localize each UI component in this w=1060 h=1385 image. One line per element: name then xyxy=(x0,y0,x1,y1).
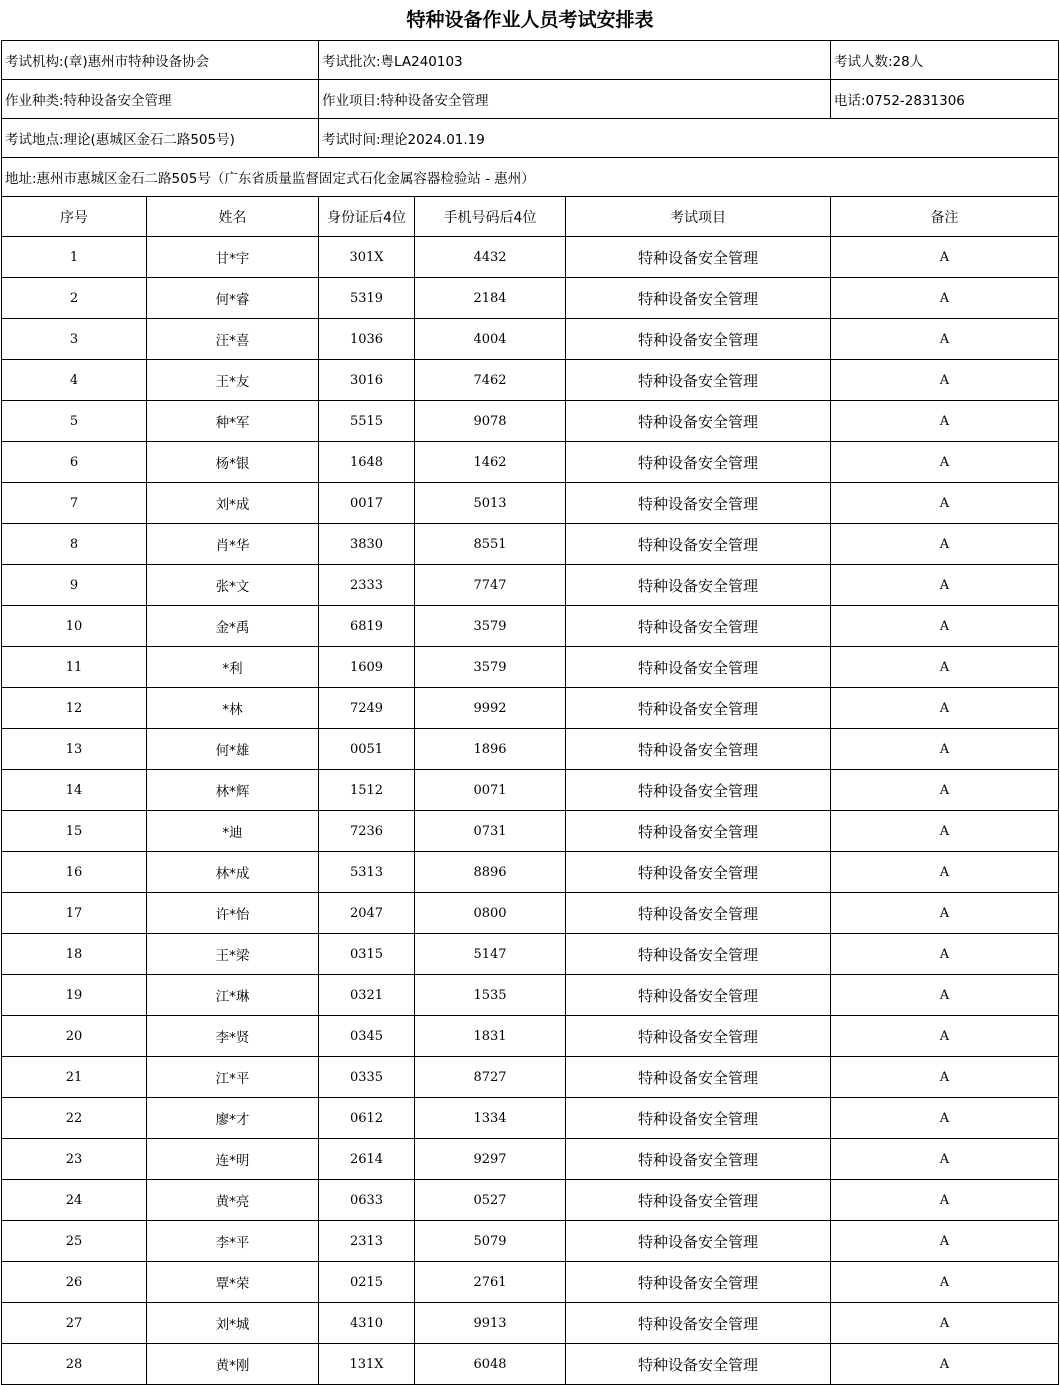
cell-seq: 4 xyxy=(2,360,147,401)
cell-exam: 特种设备安全管理 xyxy=(566,1344,831,1385)
cell-seq: 1 xyxy=(2,237,147,278)
cell-name: 王*友 xyxy=(147,360,319,401)
cell-note: A xyxy=(831,1098,1059,1139)
cell-phone4: 4004 xyxy=(415,319,566,360)
cell-id4: 6819 xyxy=(319,606,415,647)
cell-exam: 特种设备安全管理 xyxy=(566,524,831,565)
cell-name: 杨*银 xyxy=(147,442,319,483)
cell-seq: 9 xyxy=(2,565,147,606)
cell-name: 肖*华 xyxy=(147,524,319,565)
cell-id4: 0612 xyxy=(319,1098,415,1139)
cell-seq: 22 xyxy=(2,1098,147,1139)
table-row xyxy=(2,975,1059,1016)
table-row xyxy=(2,1139,1059,1180)
cell-name: 江*琳 xyxy=(147,975,319,1016)
table-row xyxy=(2,319,1059,360)
cell-seq: 25 xyxy=(2,1221,147,1262)
table-row xyxy=(2,278,1059,319)
cell-seq: 20 xyxy=(2,1016,147,1057)
cell-id4: 0051 xyxy=(319,729,415,770)
cell-note: A xyxy=(831,606,1059,647)
cell-id4: 1648 xyxy=(319,442,415,483)
cell-id4: 5319 xyxy=(319,278,415,319)
cell-id4: 3016 xyxy=(319,360,415,401)
cell-name: 许*怡 xyxy=(147,893,319,934)
cell-phone4: 9297 xyxy=(415,1139,566,1180)
table-row xyxy=(2,1303,1059,1344)
cell-name: 林*辉 xyxy=(147,770,319,811)
cell-id4: 0321 xyxy=(319,975,415,1016)
cell-phone4: 3579 xyxy=(415,606,566,647)
cell-id4: 1036 xyxy=(319,319,415,360)
exam-count: 考试人数:28人 xyxy=(831,41,1059,80)
contact-phone: 电话:0752-2831306 xyxy=(831,80,1059,119)
cell-exam: 特种设备安全管理 xyxy=(566,1057,831,1098)
cell-seq: 7 xyxy=(2,483,147,524)
table-row xyxy=(2,770,1059,811)
exam-location: 考试地点:理论(惠城区金石二路505号) xyxy=(2,119,319,158)
cell-id4: 4310 xyxy=(319,1303,415,1344)
cell-seq: 27 xyxy=(2,1303,147,1344)
cell-id4: 7236 xyxy=(319,811,415,852)
cell-name: 汪*喜 xyxy=(147,319,319,360)
cell-exam: 特种设备安全管理 xyxy=(566,1262,831,1303)
cell-note: A xyxy=(831,442,1059,483)
cell-name: 江*平 xyxy=(147,1057,319,1098)
cell-exam: 特种设备安全管理 xyxy=(566,1303,831,1344)
cell-phone4: 5079 xyxy=(415,1221,566,1262)
cell-exam: 特种设备安全管理 xyxy=(566,483,831,524)
cell-phone4: 8551 xyxy=(415,524,566,565)
table-row xyxy=(2,1262,1059,1303)
cell-seq: 15 xyxy=(2,811,147,852)
table-row xyxy=(2,237,1059,278)
cell-name: 黄*亮 xyxy=(147,1180,319,1221)
cell-phone4: 9992 xyxy=(415,688,566,729)
cell-id4: 2313 xyxy=(319,1221,415,1262)
cell-name: 金*禹 xyxy=(147,606,319,647)
cell-phone4: 5147 xyxy=(415,934,566,975)
cell-phone4: 3579 xyxy=(415,647,566,688)
cell-id4: 0315 xyxy=(319,934,415,975)
header-seq: 序号 xyxy=(2,197,147,237)
cell-phone4: 1831 xyxy=(415,1016,566,1057)
cell-phone4: 7462 xyxy=(415,360,566,401)
cell-phone4: 9078 xyxy=(415,401,566,442)
cell-phone4: 0071 xyxy=(415,770,566,811)
info-row-2 xyxy=(2,80,1059,119)
table-row xyxy=(2,483,1059,524)
table-row xyxy=(2,442,1059,483)
cell-note: A xyxy=(831,1016,1059,1057)
table-row xyxy=(2,1221,1059,1262)
cell-phone4: 0800 xyxy=(415,893,566,934)
cell-name: 种*军 xyxy=(147,401,319,442)
cell-note: A xyxy=(831,1180,1059,1221)
cell-name: 连*明 xyxy=(147,1139,319,1180)
page-title: 特种设备作业人员考试安排表 xyxy=(406,9,654,31)
cell-seq: 6 xyxy=(2,442,147,483)
cell-exam: 特种设备安全管理 xyxy=(566,278,831,319)
cell-exam: 特种设备安全管理 xyxy=(566,1221,831,1262)
cell-exam: 特种设备安全管理 xyxy=(566,811,831,852)
table-row xyxy=(2,401,1059,442)
cell-seq: 3 xyxy=(2,319,147,360)
exam-org: 考试机构:(章)惠州市特种设备协会 xyxy=(2,41,319,80)
table-row xyxy=(2,524,1059,565)
cell-id4: 2614 xyxy=(319,1139,415,1180)
cell-seq: 21 xyxy=(2,1057,147,1098)
table-row xyxy=(2,934,1059,975)
exam-schedule-table xyxy=(1,40,1059,1385)
table-row xyxy=(2,1057,1059,1098)
cell-note: A xyxy=(831,1262,1059,1303)
cell-phone4: 1896 xyxy=(415,729,566,770)
cell-id4: 2333 xyxy=(319,565,415,606)
cell-seq: 8 xyxy=(2,524,147,565)
cell-name: 李*贤 xyxy=(147,1016,319,1057)
header-id4: 身份证后4位 xyxy=(319,197,415,237)
info-row-3 xyxy=(2,119,1059,158)
cell-exam: 特种设备安全管理 xyxy=(566,893,831,934)
cell-seq: 11 xyxy=(2,647,147,688)
cell-exam: 特种设备安全管理 xyxy=(566,360,831,401)
cell-id4: 131X xyxy=(319,1344,415,1385)
cell-name: 何*睿 xyxy=(147,278,319,319)
cell-exam: 特种设备安全管理 xyxy=(566,565,831,606)
cell-name: *迪 xyxy=(147,811,319,852)
cell-note: A xyxy=(831,1344,1059,1385)
table-row xyxy=(2,688,1059,729)
cell-id4: 1512 xyxy=(319,770,415,811)
cell-exam: 特种设备安全管理 xyxy=(566,1016,831,1057)
cell-seq: 24 xyxy=(2,1180,147,1221)
cell-exam: 特种设备安全管理 xyxy=(566,852,831,893)
cell-name: 黄*刚 xyxy=(147,1344,319,1385)
exam-address: 地址:惠州市惠城区金石二路505号（广东省质量监督固定式石化金属容器检验站 - 惠州） xyxy=(2,158,1059,197)
cell-phone4: 8727 xyxy=(415,1057,566,1098)
table-row xyxy=(2,1016,1059,1057)
info-row-4 xyxy=(2,158,1059,197)
cell-phone4: 7747 xyxy=(415,565,566,606)
cell-seq: 23 xyxy=(2,1139,147,1180)
cell-exam: 特种设备安全管理 xyxy=(566,1139,831,1180)
cell-name: *利 xyxy=(147,647,319,688)
cell-exam: 特种设备安全管理 xyxy=(566,237,831,278)
cell-seq: 17 xyxy=(2,893,147,934)
exam-time: 考试时间:理论2024.01.19 xyxy=(319,119,1059,158)
cell-id4: 0215 xyxy=(319,1262,415,1303)
cell-seq: 12 xyxy=(2,688,147,729)
cell-seq: 14 xyxy=(2,770,147,811)
cell-name: *林 xyxy=(147,688,319,729)
table-row xyxy=(2,360,1059,401)
table-row xyxy=(2,1180,1059,1221)
cell-seq: 13 xyxy=(2,729,147,770)
header-name: 姓名 xyxy=(147,197,319,237)
cell-id4: 0345 xyxy=(319,1016,415,1057)
cell-exam: 特种设备安全管理 xyxy=(566,442,831,483)
cell-note: A xyxy=(831,319,1059,360)
cell-exam: 特种设备安全管理 xyxy=(566,647,831,688)
table-row xyxy=(2,565,1059,606)
cell-name: 刘*成 xyxy=(147,483,319,524)
cell-exam: 特种设备安全管理 xyxy=(566,606,831,647)
table-row xyxy=(2,1344,1059,1385)
cell-phone4: 1462 xyxy=(415,442,566,483)
info-row-1 xyxy=(2,41,1059,80)
exam-batch: 考试批次:粤LA240103 xyxy=(319,41,831,80)
table-row xyxy=(2,647,1059,688)
cell-id4: 5313 xyxy=(319,852,415,893)
cell-exam: 特种设备安全管理 xyxy=(566,975,831,1016)
cell-name: 甘*宇 xyxy=(147,237,319,278)
cell-exam: 特种设备安全管理 xyxy=(566,934,831,975)
table-row xyxy=(2,729,1059,770)
cell-exam: 特种设备安全管理 xyxy=(566,770,831,811)
cell-id4: 301X xyxy=(319,237,415,278)
work-category: 作业种类:特种设备安全管理 xyxy=(2,80,319,119)
cell-name: 李*平 xyxy=(147,1221,319,1262)
cell-id4: 0633 xyxy=(319,1180,415,1221)
cell-phone4: 0731 xyxy=(415,811,566,852)
cell-note: A xyxy=(831,975,1059,1016)
cell-phone4: 2184 xyxy=(415,278,566,319)
table-row xyxy=(2,1098,1059,1139)
cell-id4: 0335 xyxy=(319,1057,415,1098)
table-row xyxy=(2,893,1059,934)
cell-phone4: 4432 xyxy=(415,237,566,278)
cell-id4: 0017 xyxy=(319,483,415,524)
cell-exam: 特种设备安全管理 xyxy=(566,401,831,442)
header-phone4: 手机号码后4位 xyxy=(415,197,566,237)
cell-exam: 特种设备安全管理 xyxy=(566,688,831,729)
cell-note: A xyxy=(831,483,1059,524)
cell-seq: 19 xyxy=(2,975,147,1016)
table-row xyxy=(2,852,1059,893)
cell-seq: 28 xyxy=(2,1344,147,1385)
cell-note: A xyxy=(831,401,1059,442)
table-row xyxy=(2,606,1059,647)
cell-note: A xyxy=(831,729,1059,770)
cell-exam: 特种设备安全管理 xyxy=(566,319,831,360)
cell-name: 林*成 xyxy=(147,852,319,893)
cell-id4: 7249 xyxy=(319,688,415,729)
cell-name: 张*文 xyxy=(147,565,319,606)
table-row xyxy=(2,811,1059,852)
cell-name: 何*雄 xyxy=(147,729,319,770)
cell-note: A xyxy=(831,852,1059,893)
cell-note: A xyxy=(831,524,1059,565)
cell-exam: 特种设备安全管理 xyxy=(566,1098,831,1139)
cell-id4: 1609 xyxy=(319,647,415,688)
cell-phone4: 1535 xyxy=(415,975,566,1016)
column-header-row xyxy=(2,197,1059,237)
cell-note: A xyxy=(831,1057,1059,1098)
cell-note: A xyxy=(831,893,1059,934)
cell-phone4: 5013 xyxy=(415,483,566,524)
cell-note: A xyxy=(831,1221,1059,1262)
cell-seq: 16 xyxy=(2,852,147,893)
cell-note: A xyxy=(831,565,1059,606)
cell-seq: 5 xyxy=(2,401,147,442)
header-exam: 考试项目 xyxy=(566,197,831,237)
cell-seq: 10 xyxy=(2,606,147,647)
cell-exam: 特种设备安全管理 xyxy=(566,1180,831,1221)
cell-note: A xyxy=(831,811,1059,852)
cell-phone4: 1334 xyxy=(415,1098,566,1139)
cell-note: A xyxy=(831,278,1059,319)
cell-note: A xyxy=(831,1139,1059,1180)
cell-phone4: 8896 xyxy=(415,852,566,893)
cell-name: 覃*荣 xyxy=(147,1262,319,1303)
cell-note: A xyxy=(831,647,1059,688)
cell-id4: 5515 xyxy=(319,401,415,442)
cell-id4: 2047 xyxy=(319,893,415,934)
cell-phone4: 0527 xyxy=(415,1180,566,1221)
cell-phone4: 2761 xyxy=(415,1262,566,1303)
cell-id4: 3830 xyxy=(319,524,415,565)
cell-seq: 2 xyxy=(2,278,147,319)
cell-name: 王*梁 xyxy=(147,934,319,975)
cell-note: A xyxy=(831,688,1059,729)
cell-phone4: 9913 xyxy=(415,1303,566,1344)
cell-note: A xyxy=(831,934,1059,975)
cell-note: A xyxy=(831,770,1059,811)
cell-note: A xyxy=(831,360,1059,401)
header-note: 备注 xyxy=(831,197,1059,237)
cell-phone4: 6048 xyxy=(415,1344,566,1385)
cell-exam: 特种设备安全管理 xyxy=(566,729,831,770)
cell-name: 刘*城 xyxy=(147,1303,319,1344)
cell-note: A xyxy=(831,237,1059,278)
cell-name: 廖*才 xyxy=(147,1098,319,1139)
cell-seq: 26 xyxy=(2,1262,147,1303)
cell-seq: 18 xyxy=(2,934,147,975)
work-project: 作业项目:特种设备安全管理 xyxy=(319,80,831,119)
cell-note: A xyxy=(831,1303,1059,1344)
